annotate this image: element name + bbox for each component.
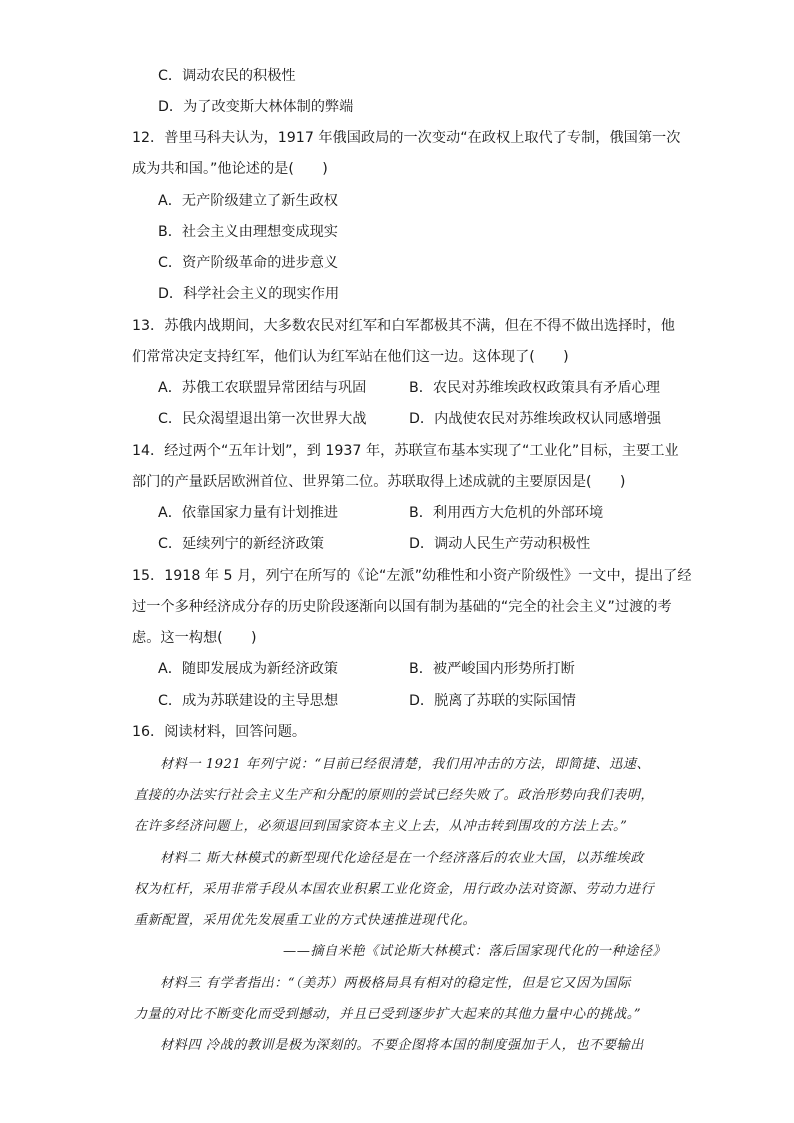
q15-option-d[interactable]: D．脱离了苏联的实际国情 (409, 693, 576, 709)
material-2-source: ——摘自米艳《试论斯大林模式：落后国家现代化的一种途径》 (283, 944, 667, 959)
material-4-line1: 材料四 冷战的教训是极为深刻的。不要企图将本国的制度强加于人，也不要输出 (160, 1038, 644, 1053)
q13-option-b[interactable]: B．农民对苏维埃政权政策具有矛盾心理 (409, 380, 660, 396)
q13-option-c[interactable]: C．民众渴望退出第一次世界大战 (158, 411, 367, 427)
q12-stem-line2: 成为共和国。”他论述的是( ) (132, 161, 328, 177)
q13-stem-line2: 们常常决定支持红军，他们认为红军站在他们这一边。这体现了( ) (132, 349, 569, 365)
material-2-line1: 材料二 斯大林模式的新型现代化途径是在一个经济落后的农业大国，以苏维埃政 (160, 851, 644, 866)
q15-option-b[interactable]: B．被严峻国内形势所打断 (409, 661, 575, 677)
material-1-line1: 材料一 1921 年列宁说：“目前已经很清楚，我们用冲击的方法，即简捷、迅速、 (160, 757, 651, 772)
q13-option-d[interactable]: D．内战使农民对苏维埃政权认同感增强 (409, 411, 662, 427)
q12-option-d[interactable]: D．科学社会主义的现实作用 (158, 286, 340, 302)
q16-stem: 16．阅读材料，回答问题。 (132, 724, 307, 740)
q14-option-c[interactable]: C．延续列宁的新经济政策 (158, 536, 324, 552)
q14-option-a[interactable]: A．依靠国家力量有计划推进 (158, 505, 338, 521)
material-1-line3: 在许多经济问题上，必须退回到国家资本主义上去，从冲击转到围攻的方法上去。” (134, 819, 628, 834)
q14-option-b[interactable]: B．利用西方大危机的外部环境 (409, 505, 604, 521)
q14-option-d[interactable]: D．调动人民生产劳动积极性 (409, 536, 591, 552)
q12-option-c[interactable]: C．资产阶级革命的进步意义 (158, 255, 339, 271)
material-2-line3: 重新配置，采用优先发展重工业的方式快速推进现代化。 (134, 913, 477, 928)
material-2-line2: 权为杠杆，采用非常手段从本国农业积累工业化资金，用行政办法对资源、劳动力进行 (134, 882, 655, 897)
q15-stem-line1: 15．1918 年 5 月，列宁在所写的《论“左派”幼稚性和小资产阶级性》一文中，提出了经 (132, 568, 692, 584)
q12-option-b[interactable]: B．社会主义由理想变成现实 (158, 224, 338, 240)
material-3-line1: 材料三 有学者指出：“（美苏）两极格局具有相对的稳定性，但是它又因为国际 (160, 976, 631, 991)
q14-stem-line1: 14．经过两个“五年计划”，到 1937 年，苏联宣布基本实现了“工业化”目标，主要工业 (132, 443, 679, 459)
q11-option-c[interactable]: C．调动农民的积极性 (158, 68, 296, 84)
q15-stem-line2: 过一个多种经济成分存的历史阶段逐渐向以国有制为基础的“完全的社会主义”过渡的考 (132, 599, 672, 615)
q15-option-a[interactable]: A．随即发展成为新经济政策 (158, 661, 338, 677)
q13-option-a[interactable]: A．苏俄工农联盟异常团结与巩固 (158, 380, 367, 396)
q15-option-c[interactable]: C．成为苏联建设的主导思想 (158, 693, 339, 709)
q11-option-d[interactable]: D．为了改变斯大林体制的弊端 (158, 99, 354, 115)
q13-stem-line1: 13．苏俄内战期间，大多数农民对红军和白军都极其不满，但在不得不做出选择时，他 (132, 318, 675, 334)
material-3-line2: 力量的对比不断变化而受到撼动，并且已受到逐步扩大起来的其他力量中心的挑战。” (134, 1007, 642, 1022)
q14-stem-line2: 部门的产量跃居欧洲首位、世界第二位。苏联取得上述成就的主要原因是( ) (132, 474, 626, 490)
q12-option-a[interactable]: A．无产阶级建立了新生政权 (158, 193, 338, 209)
material-1-line2: 直接的办法实行社会主义生产和分配的原则的尝试已经失败了。政治形势向我们表明， (134, 788, 655, 803)
q15-stem-line3: 虑。这一构想( ) (132, 630, 257, 646)
q12-stem-line1: 12．普里马科夫认为，1917 年俄国政局的一次变动“在政权上取代了专制，俄国第一次 (132, 130, 681, 146)
